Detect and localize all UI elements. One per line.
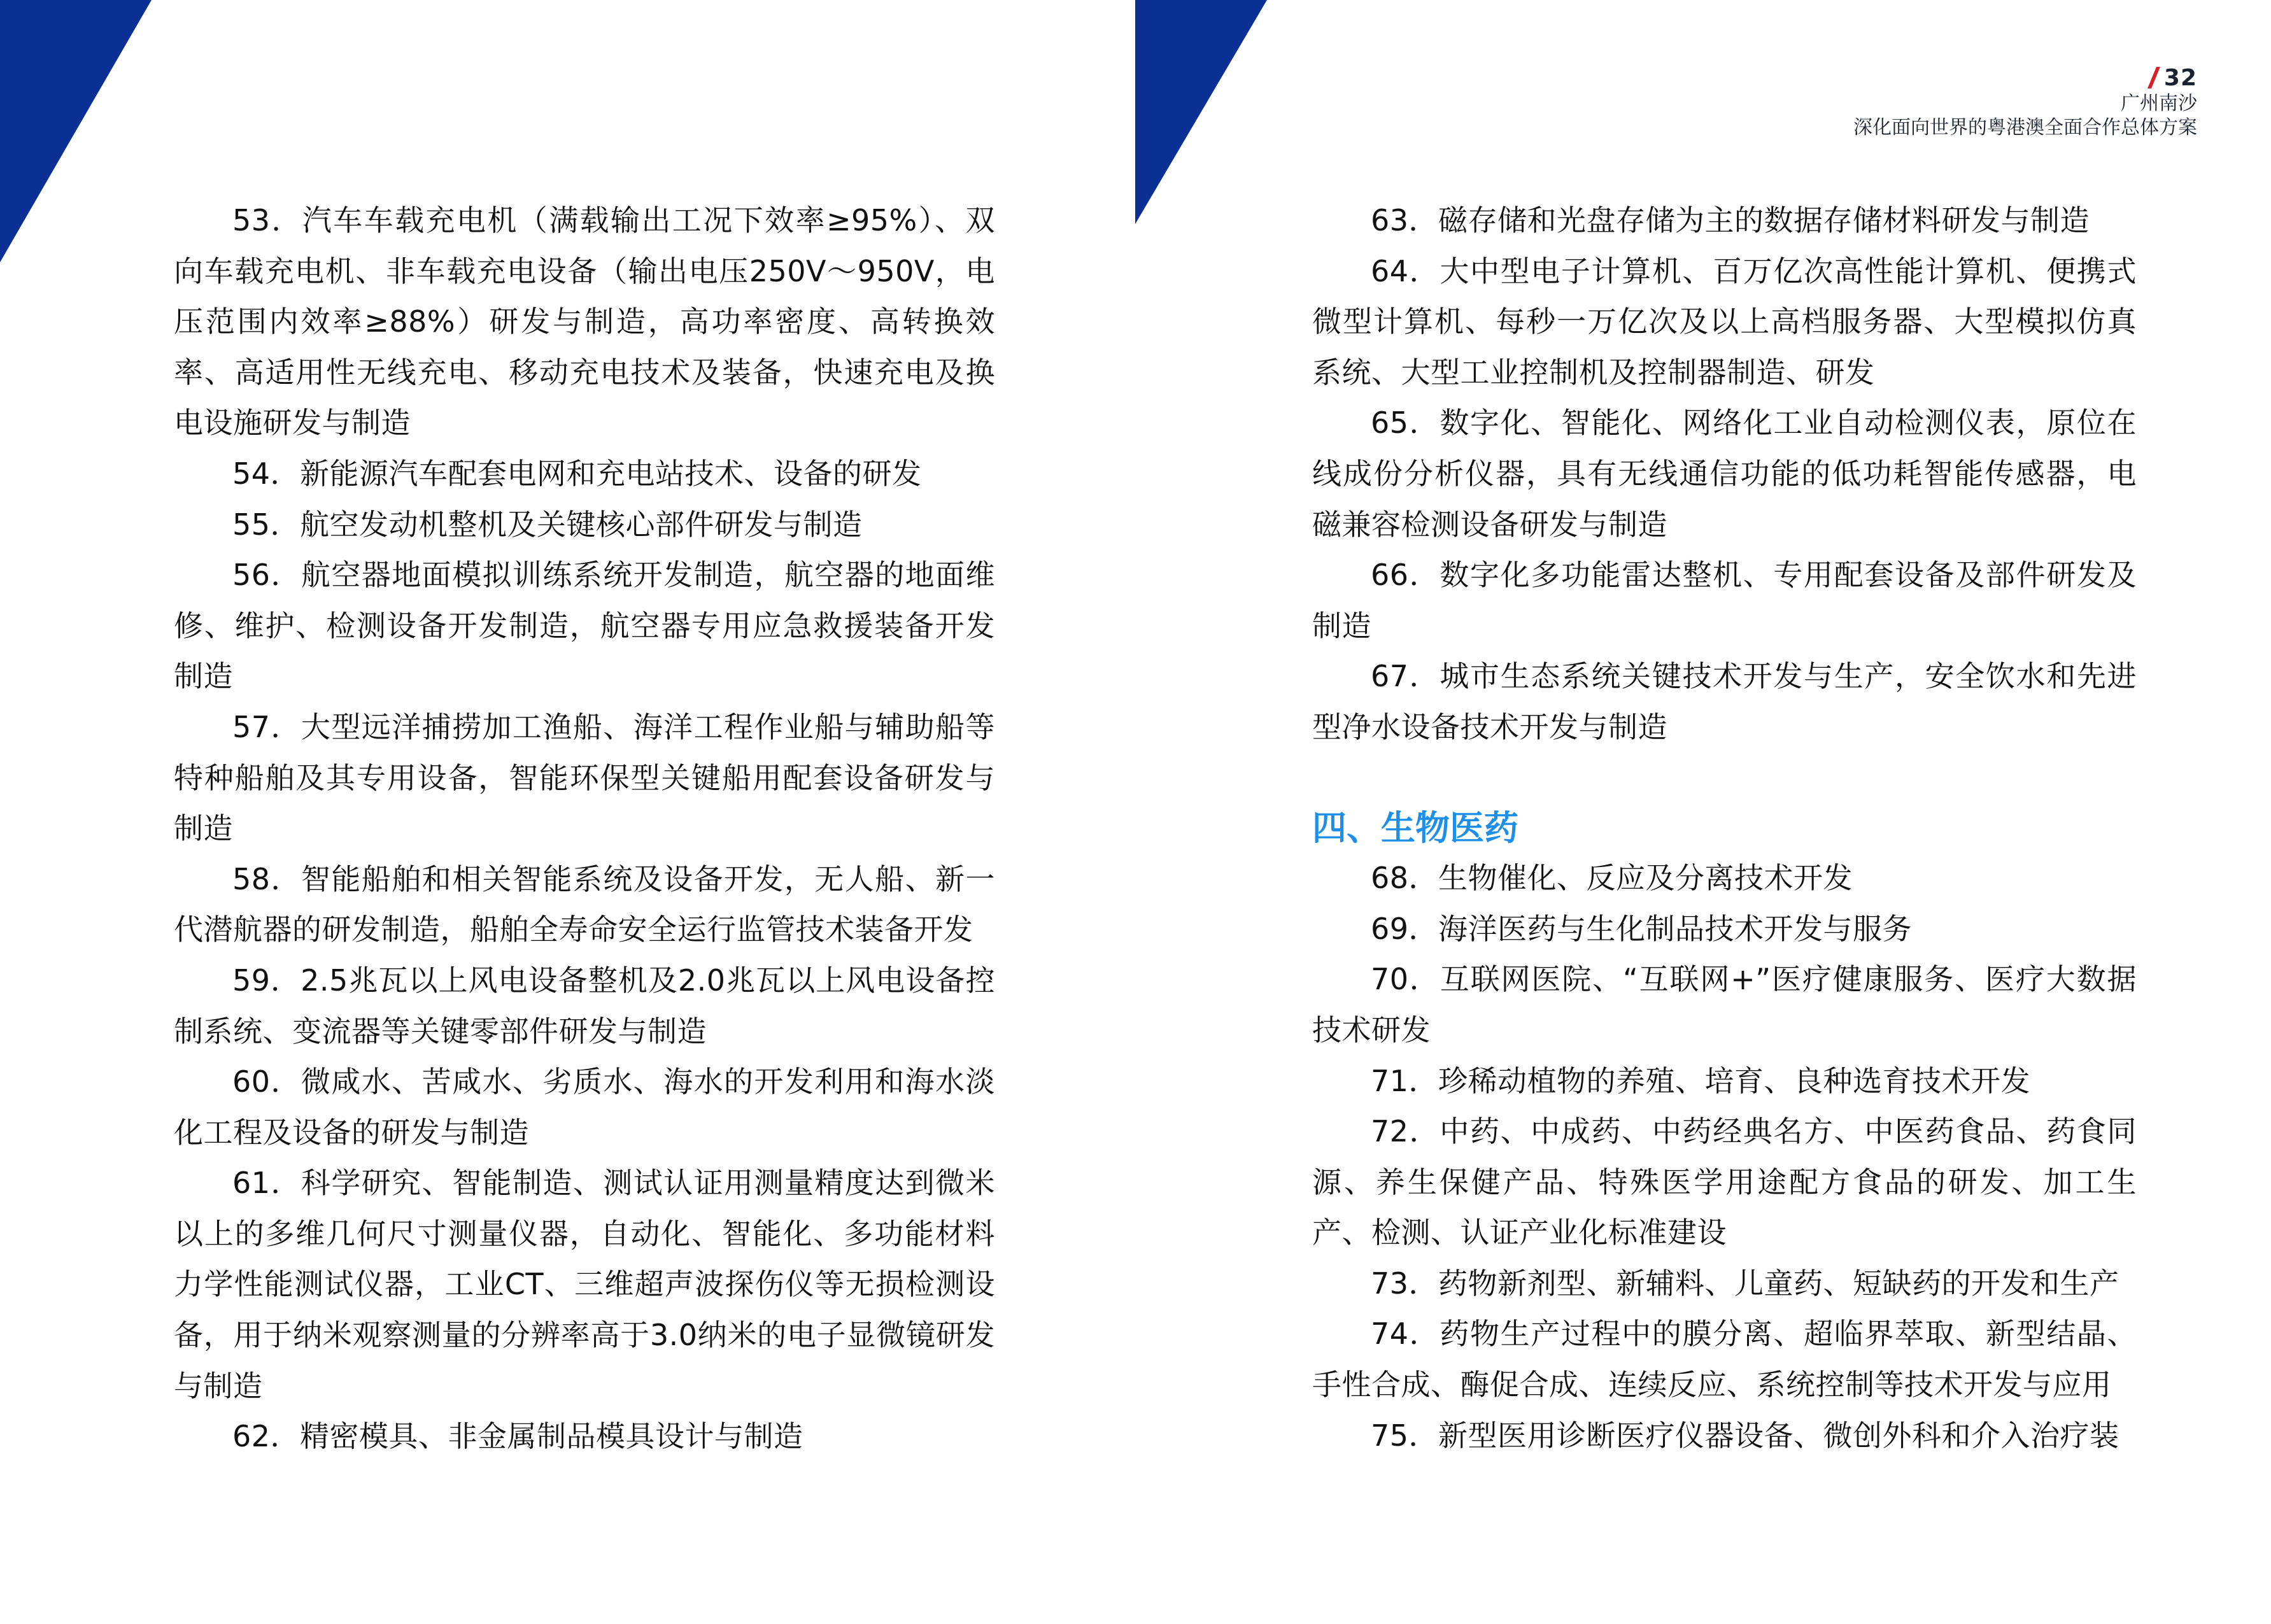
header-location: 广州南沙 [2121, 92, 2197, 115]
item-56: 56．航空器地面模拟训练系统开发制造，航空器的地面维修、维护、检测设备开发制造，航空器专用应急救援装备开发制造 [174, 558, 995, 694]
item-73: 73．药物新剂型、新辅料、儿童药、短缺药的开发和生产 [1371, 1266, 2119, 1301]
item-71: 71．珍稀动植物的养殖、培育、良种选育技术开发 [1371, 1063, 2031, 1098]
item-68: 68．生物催化、反应及分离技术开发 [1371, 861, 1853, 896]
item-63: 63．磁存储和光盘存储为主的数据存储材料研发与制造 [1371, 203, 2090, 237]
item-54: 54．新能源汽车配套电网和充电站技术、设备的研发 [232, 456, 922, 491]
page-number-row [1853, 64, 2197, 92]
page-header [1853, 64, 2197, 140]
header-document-title: 深化面向世界的粤港澳全面合作总体方案 [1853, 117, 2197, 139]
item-64: 64．大中型电子计算机、百万亿次高性能计算机、便携式微型计算机、每秒一万亿次及以上高档服务器、大型模拟仿真系统、大型工业控制机及控制器制造、研发 [1312, 253, 2137, 390]
slash-icon [2147, 67, 2160, 88]
section-title-biomedicine: 四、生物医药 [1312, 807, 1518, 848]
item-60: 60．微咸水、苦咸水、劣质水、海水的开发利用和海水淡化工程及设备的研发与制造 [174, 1064, 995, 1150]
item-61: 61．科学研究、智能制造、测试认证用测量精度达到微米以上的多维几何尺寸测量仪器，自动化、智能化、多功能材料力学性能测试仪器，工业CT、三维超声波探伤仪等无损检测设备，用于纳米观察测量的分辨率高于3.0纳米的电子显微镜研发与制造 [174, 1166, 995, 1403]
left-column [174, 195, 995, 1462]
item-74: 74．药物生产过程中的膜分离、超临界萃取、新型结晶、手性合成、酶促合成、连续反应、系统控制等技术开发与应用 [1312, 1317, 2137, 1402]
item-62: 62．精密模具、非金属制品模具设计与制造 [232, 1419, 803, 1454]
item-72: 72．中药、中成药、中药经典名方、中医药食品、药食同源、养生保健产品、特殊医学用途配方食品的研发、加工生产、检测、认证产业化标准建设 [1312, 1114, 2137, 1250]
corner-triangle-decoration [0, 0, 153, 267]
item-58: 58．智能船舶和相关智能系统及设备开发，无人船、新一代潜航器的研发制造，船舶全寿命安全运行监管技术装备开发 [174, 861, 995, 947]
item-57: 57．大型远洋捕捞加工渔船、海洋工程作业船与辅助船等特种船舶及其专用设备，智能环保型关键船用配套设备研发与制造 [174, 709, 995, 846]
item-65: 65．数字化、智能化、网络化工业自动检测仪表，原位在线成份分析仪器，具有无线通信功能的低功耗智能传感器，电磁兼容检测设备研发与制造 [1312, 406, 2137, 542]
item-66: 66．数字化多功能雷达整机、专用配套设备及部件研发及制造 [1312, 558, 2137, 643]
item-75: 75．新型医用诊断医疗仪器设备、微创外科和介入治疗装 [1371, 1418, 2119, 1453]
corner-triangle-decoration [1135, 0, 1269, 229]
item-53: 53．汽车车载充电机（满载输出工况下效率≥95%）、双向车载充电机、非车载充电设备（输出电压250V～950V，电压范围内效率≥88%）研发与制造，高功率密度、高转换效率、高适用性无线充电、移动充电技术及装备，快速充电及换电设施研发与制造 [174, 203, 995, 441]
item-67: 67．城市生态系统关键技术开发与生产，安全饮水和先进型净水设备技术开发与制造 [1312, 659, 2137, 744]
item-55: 55．航空发动机整机及关键核心部件研发与制造 [232, 507, 863, 542]
corner-triangle [1135, 0, 1267, 224]
page-number: 32 [2163, 64, 2197, 91]
item-70: 70．互联网医院、“互联网+”医疗健康服务、医疗大数据技术研发 [1312, 962, 2137, 1047]
corner-triangle [0, 0, 152, 262]
right-page [1135, 0, 2271, 1624]
right-column [1312, 195, 2137, 1461]
left-page [0, 0, 1135, 1624]
item-69: 69．海洋医药与生化制品技术开发与服务 [1371, 911, 1913, 946]
item-59: 59．2.5兆瓦以上风电设备整机及2.0兆瓦以上风电设备控制系统、变流器等关键零部件研发与制造 [174, 963, 995, 1049]
